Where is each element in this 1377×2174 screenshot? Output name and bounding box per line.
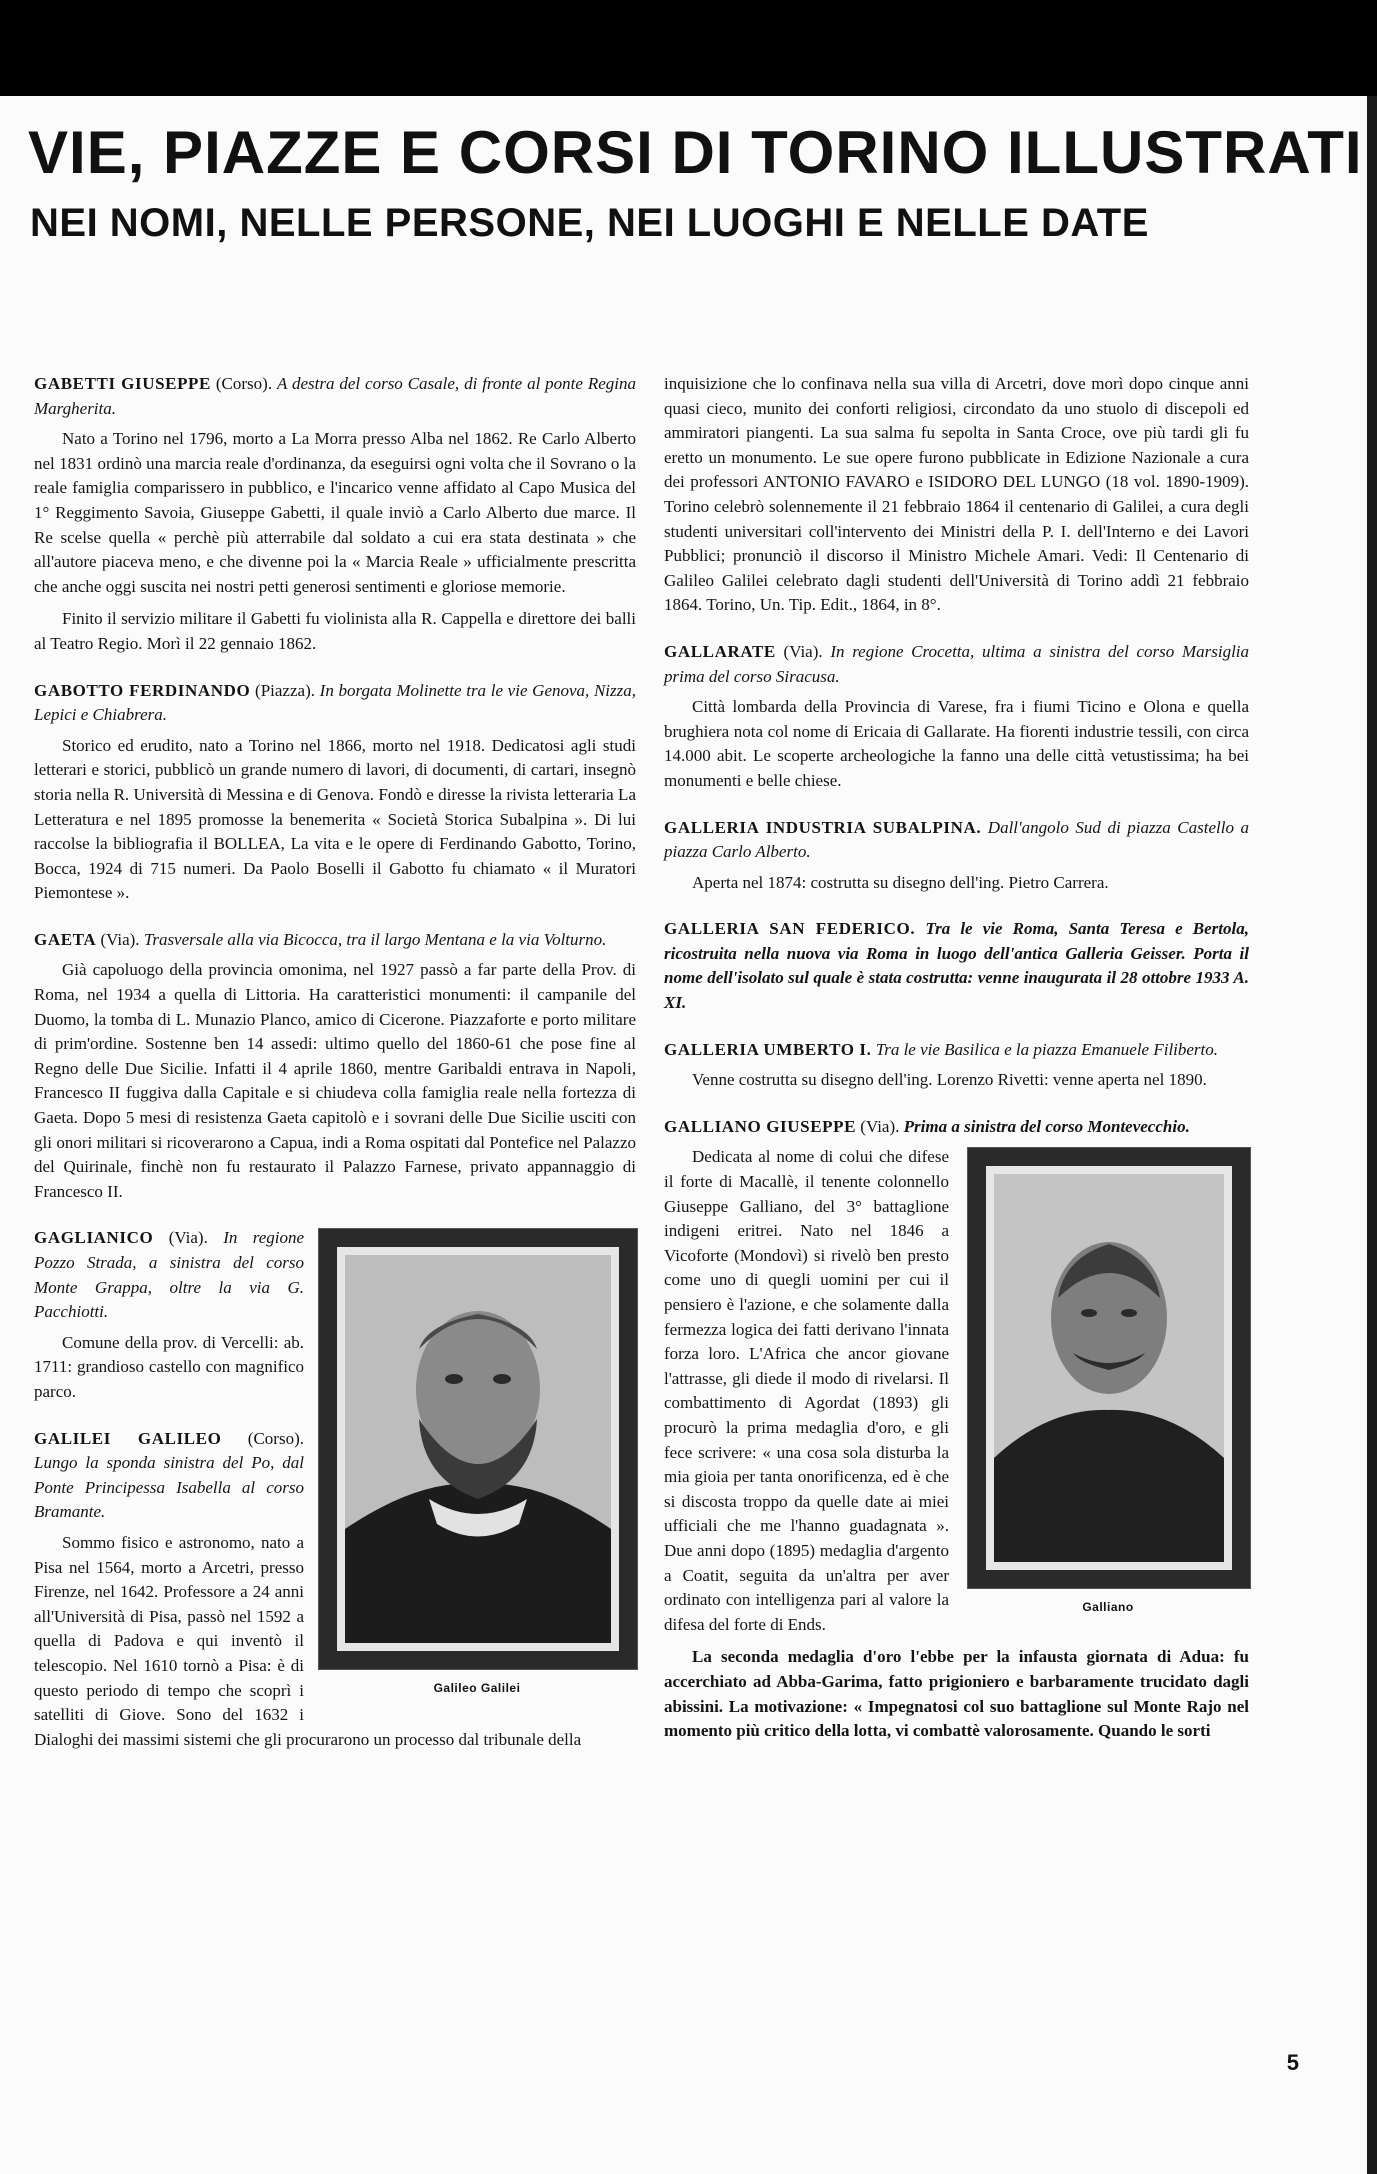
entry-location: A destra del corso Casale, di fronte al ponte Regina Margherita. [34, 374, 637, 418]
entry-body [34, 958, 636, 1204]
entry-type: (Piazza). [255, 680, 315, 700]
entry-location: Dall'angolo Sud di piazza Castello a piazza Carlo Alberto. [664, 817, 1250, 862]
entry-paragraph: Venne costrutta su disegno dell'ing. Lorenzo Rivetti: venne aperta nel 1890. [692, 1070, 1207, 1090]
entry-heading [664, 816, 1249, 865]
entry-name: GALLERIA SAN FEDERICO. [664, 919, 916, 939]
entry-body [664, 695, 1249, 793]
entry-paragraph: Dedicata al nome di colui che difese il forte di Macallè, il tenente colonnello Giuseppe Galliano, del 3° battaglione indigeni eritrei. Nato nel 1846 a Vicoforte (Mondovì) si rivelò ben presto come uno di quegli uomini per cui il pensiero è l'azione, e che solamente dalla fermezza logica dei fatti derivano l'innata forza loro. L'Africa che ancor giovane l'attrasse, gli diede il modo di rivelarsi. Il combattimento di Agordat (1893) gli procurò la prima medaglia d'oro, e gli fece scrivere: « una cosa sola disturba la mia gioia per tanta onorificenza, ed è che si discosta troppo da quelle date ai miei ufficiali che me l'hanno guadagnata ». Due anni dopo (1895) medaglia d'argento a Coatit, seguita da un'altra per aver ordinato con intelligenza pari al valore la difesa del forte di Ends. [664, 1147, 949, 1634]
page-subtitle: NEI NOMI, NELLE PERSONE, NEI LUOGHI E NELLE DATE [30, 201, 1149, 245]
entry-paragraph: Finito il servizio militare il Gabetti fu violinista alla R. Cappella e direttore dei balli al Teatro Regio. Morì il 22 gennaio 1862. [34, 609, 636, 653]
page-header [0, 96, 1377, 276]
entry-paragraph: Città lombarda della Provincia di Varese, fra i fiumi Ticino e Olona e quella brughiera nota col nome di Ericaia di Gallarate. Ha fiorenti industrie tessili, con circa 14.000 abit. Le scoperte archeologiche la fanno una delle città vetustissima; ha bei monumenti e belle chiese. [664, 697, 1249, 790]
entry-paragraph: Nato a Torino nel 1796, morto a La Morra presso Alba nel 1862. Re Carlo Alberto nel 1831 ordinò una marcia reale d'ordinanza, da eseguirsi ogni volta che il Sovrano o la reale famiglia comparissero in pubblico, e l'incarico venne affidato al Capo Musica del 1° Reggimento Savoia, Giuseppe Gabetti, il quale inviò a Carlo Alberto due marce. Il Re scelse quella « perchè più atterrabile dal soldato a cui era stata destinata » che all'autore piaceva meno, e che divenne poi la « Marcia Reale » ufficialmente prescritta che anche oggi suscita nei nostri petti generosi sentimenti e gloriose memorie. [34, 429, 636, 596]
entry-location: Tra le vie Basilica e la piazza Emanuele Filiberto. [875, 1039, 1219, 1059]
entry-paragraph: Sommo fisico e astronomo, nato a Pisa nel 1564, morto a Arcetri, presso Firenze, nel 1642. Professore a 24 anni all'Università di Pisa, passò nel 1592 a quella di Padova e qui inventò il telescopio. Nel 1610 tornò a Pisa: è di questo periodo di tempo che scoprì i satelliti di Giove. Sono del 1632 i Dialoghi dei massimi sistemi che gli procurarono un processo dal tribunale della [34, 1532, 582, 1749]
top-black-band [0, 0, 1377, 96]
entry-location: Lungo la sponda sinistra del Po, dal Ponte Principessa Isabella al corso Bramante. [34, 1453, 304, 1522]
entry-heading [664, 640, 1249, 689]
entry-heading [664, 1115, 1249, 1140]
entry-name: GABETTI GIUSEPPE [34, 374, 211, 393]
entry-name: GALLERIA INDUSTRIA SUBALPINA. [664, 817, 982, 837]
entry-gallarate [664, 640, 1249, 794]
entry-galleria-subalpina [664, 816, 1249, 896]
entry-body [34, 427, 636, 656]
page-number: 5 [1286, 2050, 1299, 2075]
entry-body [34, 734, 636, 906]
entry-galliano [664, 1115, 1249, 1744]
entry-body [664, 1068, 1249, 1093]
entry-location: In regione Pozzo Strada, a sinistra del corso Monte Grappa, oltre la via G. Pacchiotti. [34, 1228, 305, 1322]
entry-body [664, 871, 1249, 896]
entry-body [664, 1145, 1249, 1743]
entry-gabotto [34, 679, 636, 906]
entry-type: (Via). [100, 929, 140, 949]
entry-name: GALLIANO GIUSEPPE [664, 1116, 857, 1136]
entry-name: GALLERIA UMBERTO I. [664, 1039, 872, 1059]
entry-location: In borgata Molinette tra le vie Genova, Nizza, Lepici e Chiabrera. [34, 680, 637, 725]
entry-galleria-san-federico [664, 917, 1249, 1015]
entry-type: (Via). [168, 1228, 208, 1248]
entry-galleria-umberto [664, 1038, 1249, 1093]
entry-paragraph: inquisizione che lo confinava nella sua villa di Arcetri, dove morì dopo cinque anni quasi cieco, munito dei conforti religiosi, circondato da uno stuolo di discepoli ed ammiratori piangenti. La sua salma fu sepolta in Santa Croce, ove più tardi gli fu eretto un monumento. Le sue opere furono pubblicate in Edizione Nazionale a cura dei professori ANTONIO FAVARO e ISIDORO DEL LUNGO (18 vol. 1890-1909). Torino celebrò solennemente il 21 febbraio 1864 il centenario di Galilei, a cura degli studenti universitari coll'intervento dei Ministri della P. I. dell'Interno e dei Lavori Pubblici; pronunciò il discorso il Ministro Michele Amari. Vedi: Il Centenario di Galileo Galilei celebrato dagli studenti dell'Università di Torino addì 21 febbraio 1864. Torino, Un. Tip. Edit., 1864, in 8°. [664, 374, 1249, 615]
entry-paragraph: Comune della prov. di Vercelli: ab. 1711: grandioso castello con magnifico parco. [34, 1332, 304, 1401]
entry-type: (Corso). [247, 1428, 304, 1448]
entry-location: Prima a sinistra del corso Montevecchio. [903, 1116, 1190, 1136]
entry-location: Trasversale alla via Bicocca, tra il largo Mentana e la via Volturno. [143, 929, 607, 949]
entry-paragraph: La seconda medaglia d'oro l'ebbe per la infausta giornata di Adua: fu accerchiato ad Abba-Garima, fatto prigioniero e barbaramente trucidato dagli abissini. La motivazione: « Impegnatosi col suo battaglione sul Monte Rajo nel momento più critico della lotta, vi combattè valorosamente. Quando le sorti [664, 1647, 1249, 1741]
entry-heading [34, 928, 636, 953]
entry-location: In regione Crocetta, ultima a sinistra del corso Marsiglia prima del corso Siracusa. [664, 641, 1250, 686]
entry-type: (Via). [860, 1116, 900, 1136]
page-right-edge [1367, 96, 1377, 2174]
entry-paragraph: Aperta nel 1874: costrutta su disegno dell'ing. Pietro Carrera. [692, 872, 1109, 892]
left-column [34, 372, 636, 1774]
entry-paragraph: Storico ed erudito, nato a Torino nel 1866, morto nel 1918. Dedicatosi agli studi letterari e storici, pubblicò un grande numero di lavori, di documenti, di cartari, insegnò storia nella R. Università di Messina e di Genova. Fondò e diresse la rivista letteraria La Letteratura e nel 1895 promosse la benemerita « Società Storica Subalpina ». Di lui raccolse la bibliografia il BOLLEA, La vita e le opere di Ferdinando Gabotto, Torino, Bocca, 1924 di 715 numeri. Da Paolo Boselli il Gabotto fu chiamato « il Muratori Piemontese ». [34, 735, 636, 903]
entry-name: GALILEI GALILEO [34, 1428, 222, 1448]
entry-type: (Corso). [215, 374, 273, 393]
entry-gaeta [34, 928, 636, 1205]
entry-heading [34, 679, 636, 728]
galileo-portrait [318, 1228, 638, 1670]
entry-paragraph: Già capoluogo della provincia omonima, nel 1927 passò a far parte della Prov. di Roma, nel 1934 a quella di Littoria. Ha caratteristici monumenti: il campanile del Duomo, la tomba di L. Munazio Planco, amico di Cicerone. Piazzaforte e porto militare di prim'ordine. Sostenne ben 14 assedi: ultimo quello del 1860-61 che pose fine al Regno delle Due Sicilie. Infatti il 4 aprile 1860, mentre Garibaldi entrava in Napoli, Francesco II fuggiva dalla Capitale e si chiudeva colla famiglia reale nella fortezza di Gaeta. Dopo 5 mesi di resistenza Gaeta capitolò e i sovrani delle Due Sicilie usciti con gli onori militari si ricoverarono a Capua, indi a Roma ospitati dal Pontefice nel Palazzo del Quirinale, finchè non fu restaurato il Palazzo Farnese, privato appannaggio di Francesco II. [34, 960, 636, 1201]
entry-name: GABOTTO FERDINANDO [34, 680, 251, 700]
right-column [664, 372, 1249, 1766]
galliano-caption: Galliano [1082, 1600, 1134, 1615]
entry-heading [664, 1038, 1249, 1063]
entry-galilei-continued [664, 372, 1249, 618]
entry-location: Tra le vie Roma, Santa Teresa e Bertola, ricostruita nella nuova via Roma in luogo dell'antica Galleria Geisser. Porta il nome dell'isolato sul quale è stata costrutta: venne inaugurata il 28 ottobre 1933 A. XI. [664, 919, 1249, 1013]
page-title: VIE, PIAZZE E CORSI DI TORINO ILLUSTRATI [28, 119, 1363, 186]
entry-body [664, 372, 1249, 618]
galileo-figure [318, 1228, 636, 1701]
galileo-caption: Galileo Galilei [433, 1681, 521, 1696]
entry-heading [34, 372, 636, 421]
entry-gabetti [34, 372, 636, 657]
galliano-portrait [967, 1147, 1251, 1589]
entry-type: (Via). [783, 641, 823, 661]
entry-name: GALLARATE [664, 641, 776, 661]
galliano-figure [967, 1147, 1249, 1620]
entry-name: GAGLIANICO [34, 1228, 154, 1248]
entry-heading [664, 917, 1249, 1015]
entry-name: GAETA [34, 929, 97, 949]
